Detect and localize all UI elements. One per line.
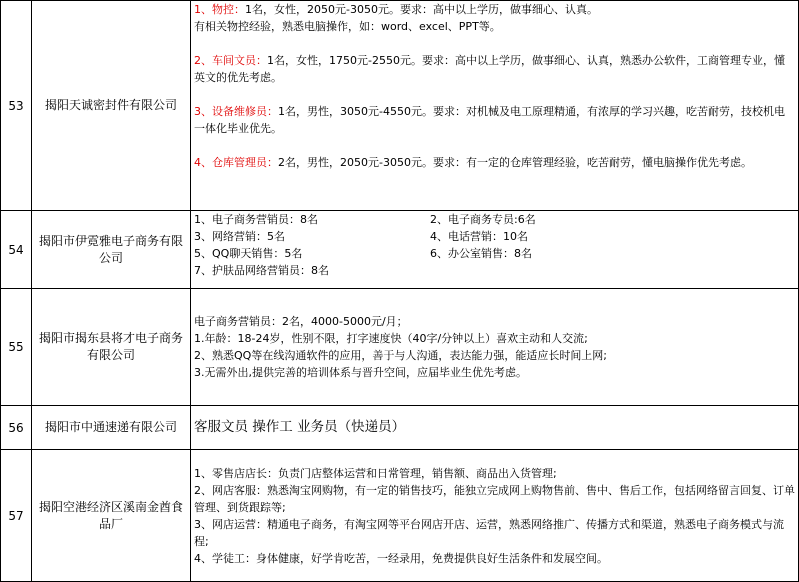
- job-title: 2、车间文员：: [194, 54, 267, 67]
- row-number: 56: [1, 406, 32, 450]
- company-name: 揭阳市伊霓雅电子商务有限公司: [32, 211, 191, 289]
- job-description: [191, 289, 799, 406]
- job-detail: 2名，男性，2050元-3050元。要求：有一定的仓库管理经验，吃苦耐劳，懂电脑操作优先考虑。: [278, 156, 752, 169]
- job-description: [191, 211, 799, 289]
- list-item: 4、电话营销：10名: [430, 230, 528, 243]
- company-name: 揭阳天诚密封件有限公司: [32, 1, 191, 211]
- list-item: 1、零售店店长：负责门店整体运营和日常管理，销售额、商品出入货管理;: [194, 466, 557, 480]
- row-number: 55: [1, 289, 32, 406]
- list-item: 4、学徒工：身体健康，好学肯吃苦，一经录用，免费提供良好生活条件和发展空间。: [194, 551, 608, 565]
- list-item: 3、网店运营：精通电子商务，有淘宝网等平台网店开店、运营，熟悉网络推广、传播方式和渠道，熟悉电子商务模式与流程;: [194, 517, 784, 548]
- job-title: 1、物控：: [194, 3, 245, 16]
- job-description: 客服文员 操作工 业务员（快递员）: [191, 406, 799, 450]
- list-item: 3、网络营销：5名: [194, 230, 285, 243]
- list-item: 1.年龄：18-24岁，性别不限，打字速度快（40字/分钟以上）喜欢主动和人交流;: [194, 332, 588, 345]
- row-number: 54: [1, 211, 32, 289]
- job-detail-continued: 有相关物控经验，熟悉电脑操作，如：word、excel、PPT等。: [194, 20, 501, 33]
- list-item: 5、QQ聊天销售：5名: [194, 247, 303, 260]
- list-item: 2、熟悉QQ等在线沟通软件的应用，善于与人沟通，表达能力强，能适应长时间上网;: [194, 349, 608, 362]
- company-name: 揭阳市中通速递有限公司: [32, 406, 191, 450]
- list-item: 3.无需外出,提供完善的培训体系与晋升空间，应届毕业生优先考虑。: [194, 366, 527, 379]
- list-item: 2、电子商务专员:6名: [430, 213, 536, 226]
- table-row: [1, 1, 799, 211]
- table-row: [1, 289, 799, 406]
- row-number: 53: [1, 1, 32, 211]
- list-item: 7、护肤品网络营销员：8名: [194, 264, 329, 277]
- table-row: [1, 450, 799, 582]
- company-name: 揭阳空港经济区溪南金酋食品厂: [32, 450, 191, 582]
- list-item: 1、电子商务营销员：8名: [194, 213, 318, 226]
- table-row: [1, 406, 799, 450]
- job-detail: 1名，女性，1750元-2550元。要求：高中以上学历，做事细心、认真，熟悉办公软件，工商管理专业，懂英文的优先考虑。: [194, 54, 785, 84]
- list-item: 电子商务营销员：2名，4000-5000元/月；: [194, 315, 408, 328]
- row-number: 57: [1, 450, 32, 582]
- job-description: [191, 450, 799, 582]
- job-title: 4、仓库管理员：: [194, 156, 278, 169]
- job-description: [191, 1, 799, 211]
- job-detail: 1名，男性，3050元-4550元。要求：对机械及电工原理精通，有浓厚的学习兴趣，吃苦耐劳，技校机电一体化毕业优先。: [194, 105, 785, 135]
- list-item: 6、办公室销售：8名: [430, 247, 532, 260]
- job-title: 3、设备维修员：: [194, 105, 278, 118]
- table-row: [1, 211, 799, 289]
- company-name: 揭阳市揭东县将才电子商务有限公司: [32, 289, 191, 406]
- list-item: 2、网店客服：熟悉淘宝网购物，有一定的销售技巧，能独立完成网上购物售前、售中、售后工作，包括网络留言回复、订单管理、到货跟踪等;: [194, 483, 795, 514]
- job-detail: 1名，女性，2050元-3050元。要求：高中以上学历，做事细心、认真。: [245, 3, 598, 16]
